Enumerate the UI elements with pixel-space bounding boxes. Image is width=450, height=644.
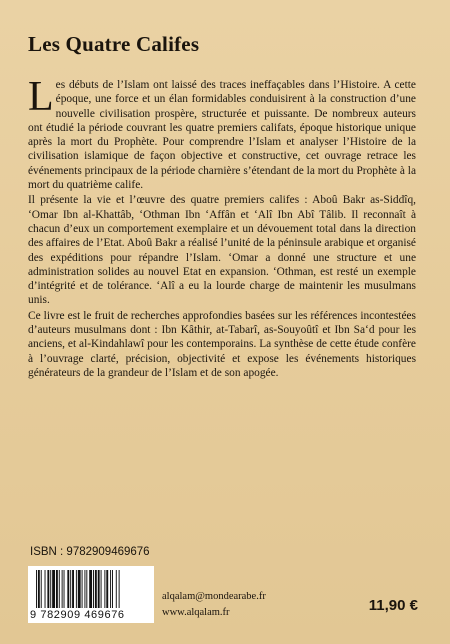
publisher-website[interactable]: www.alqalam.fr	[162, 607, 230, 618]
blurb	[28, 74, 416, 381]
drop-cap: L	[28, 74, 54, 120]
paragraph-1	[28, 74, 416, 192]
publisher-email[interactable]: alqalam@mondearabe.fr	[162, 591, 266, 602]
barcode-bars	[34, 570, 148, 610]
book-title: Les Quatre Califes	[28, 32, 200, 56]
publisher-contact	[162, 589, 266, 621]
paragraph-3: Ce livre est le fruit de recherches approfondies basées sur les références incontestées d’auteurs musulmans dont : Ibn Kâthir, at-Tabarî, as-Souyoûtî et Ibn Sa‘d pour les anciens, et al-Kindahlawî pour les contemporains. La synthèse de cette étude confère à l’ouvrage clarté, précision, objectivité et expose les événements historiques générateurs de la grandeur de l’Islam et de son apogée.	[28, 309, 416, 379]
barcode	[28, 566, 154, 623]
isbn-label: ISBN : 9782909469676	[30, 546, 150, 558]
paragraph-1-text: es débuts de l’Islam ont laissé des traces ineffaçables dans l’Histoire. A cette époque, une force et un élan formidables conduisirent à la construction d’une nouvelle civilisation prospère, structurée et puissante. De nombreux auteurs ont étudié la période couvrant les quatre premiers califats, époque historique unique après la mort du Prophète. Pour comprendre l’Islam et analyser l’Histoire de la civilisation islamique de façon objective et constructive, cet ouvrage retrace les événements principaux de la période charnière s’étendant de la mort du Prophète à la mort du quatrième calife.	[28, 79, 416, 192]
paragraph-2: Il présente la vie et l’œuvre des quatre premiers califes : Aboû Bakr as-Siddîq, ‘Omar Ibn al-Khattâb, ‘Othman Ibn ‘Affân et ‘Alî Ibn Abî Tâlib. Il reconnaît à chacun d’eux un comportement exemplaire et un dévouement total dans la direction des affaires de l’Etat. Aboû Bakr a réalisé l’unité de la péninsule arabique et organisé des expéditions pour répandre l’Islam. ‘Omar a donné une structure et une administration solides au nouvel Etat en expansion. ‘Othman, est resté un exemple d’intégrité et de tolérance. ‘Alî a eu la lourde charge de maintenir les musulmans unis.	[28, 194, 416, 307]
barcode-digits: 9 782909 469676	[30, 609, 125, 621]
price-label: 11,90 €	[368, 597, 418, 614]
